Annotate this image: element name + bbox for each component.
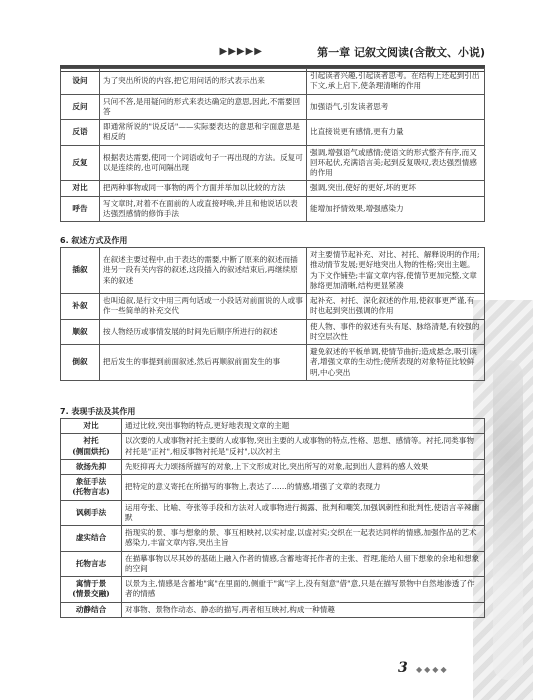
table-row (61, 475, 485, 501)
cell-def: 运用夸张、比喻、夸张等手段和方法对人或事物进行揭露、批判和嘲笑,加强讽刺性和批判性,使语言辛辣幽默 (122, 500, 485, 526)
cell-def: 即通常所说的"说反话"——实际要表达的意思和字面意思是相反的 (100, 120, 307, 146)
table-row (61, 434, 485, 460)
cell-term: 对比 (61, 181, 100, 196)
table-row (61, 345, 485, 381)
table-row (61, 294, 485, 320)
cell-term: 补叙 (61, 294, 100, 320)
cell-effect: 比直接说更有感情,更有力量 (307, 120, 485, 146)
page-number: 3 (398, 660, 408, 676)
table-row (61, 319, 485, 345)
cell-term: 动静结合 (61, 602, 122, 617)
cell-term: 反复 (61, 145, 100, 181)
cell-term: 设问 (61, 69, 100, 95)
table-row (61, 602, 485, 617)
footer-dots: ◆◆◆◆ (416, 665, 449, 674)
table-row (61, 196, 485, 222)
expression-table (60, 418, 485, 618)
cell-term: 象征手法 (托物言志) (61, 475, 122, 501)
cell-term: 寓情于景 (情景交融) (61, 577, 122, 603)
cell-def: 根据表达需要,使同一个词语或句子一再出现的方法。反复可以是连续的,也可间隔出现 (100, 145, 307, 181)
side-ornament (493, 360, 523, 680)
section-heading-narration: 6. 叙述方式及作用 (60, 236, 128, 245)
header-arrows: ▶▶▶▶▶ (219, 46, 263, 57)
narration-table (60, 247, 485, 381)
cell-def: 为了突出所说的内容,把它用问话的形式表示出来 (100, 69, 307, 95)
cell-effect: 加强语气,引发读者思考 (307, 94, 485, 120)
cell-effect: 引起读者兴趣,引起读者思考。在结构上还起到引出下文,承上启下,使条理清晰的作用 (307, 69, 485, 95)
cell-term: 反语 (61, 120, 100, 146)
cell-effect: 能增加抒情效果,增强感染力 (307, 196, 485, 222)
cell-def: 在叙述主要过程中,由于表达的需要,中断了原来的叙述而插进另一段有关内容的叙述,这段插入的叙述结束后,再继续原来的叙述 (100, 248, 307, 294)
cell-effect: 使人物、事件的叙述有头有尾、脉络清楚,有较强的时空层次性 (307, 319, 485, 345)
cell-term: 插叙 (61, 248, 100, 294)
table-row (61, 69, 485, 95)
rhetoric-table (60, 68, 485, 222)
cell-def: 通过比较,突出事物的特点,更好地表现文章的主题 (122, 419, 485, 434)
cell-def: 写文章时,对着不在面前的人或直接呼唤,并且和他说话以表达强烈感情的修饰手法 (100, 196, 307, 222)
cell-term: 反问 (61, 94, 100, 120)
table-row (61, 94, 485, 120)
cell-def: 只问不答,是用疑问的形式来表达确定的意思,因此,不需要回答 (100, 94, 307, 120)
cell-term: 欲扬先抑 (61, 459, 122, 474)
table-row (61, 526, 485, 552)
cell-effect: 强调,增强语气或感情;使语文的形式整齐有序,而又回环起伏,充满语言美;起到反复吸叹,表达强烈情感的作用 (307, 145, 485, 181)
cell-term: 讽刺手法 (61, 500, 122, 526)
cell-term: 呼告 (61, 196, 100, 222)
cell-term: 虚实结合 (61, 526, 122, 552)
cell-def: 对事物、景物作动态、静态的描写,两者相互映衬,构成一种情趣 (122, 602, 485, 617)
cell-effect: 起补充、衬托、深化叙述的作用,使叙事更严谨,有时也起到突出强调的作用 (307, 294, 485, 320)
cell-def: 先贬抑再大力颂扬所描写的对象,上下文形成对比,突出所写的对象,起到出人意料的感人效果 (122, 459, 485, 474)
table-row (61, 145, 485, 181)
table-row (61, 248, 485, 294)
chapter-title: 第一章 记叙文阅读(含散文、小说) (317, 46, 485, 59)
cell-term: 顺叙 (61, 319, 100, 345)
cell-effect: 强调,突出,使好的更好,坏的更坏 (307, 181, 485, 196)
cell-term: 托物言志 (61, 551, 122, 577)
running-header (60, 40, 485, 68)
table-row (61, 419, 485, 434)
cell-def: 指现实的景、事与想象的景、事互相映衬,以实衬虚,以虚衬实;交织在一起表达同样的情感,加强作品的艺术感染力,丰富文章内容,突出主旨 (122, 526, 485, 552)
cell-def: 以次要的人或事物衬托主要的人或事物,突出主要的人或事物的特点,性格、思想、感情等。衬托,同类事物衬托是"正衬",相反事物衬托是"反衬",以次衬主 (122, 434, 485, 460)
table-row (61, 120, 485, 146)
cell-def: 把两种事物或同一事物的两个方面并举加以比较的方法 (100, 181, 307, 196)
cell-def: 以景为主,情感是含蓄地"寓"在里面的,侧重于"寓"字上,没有刻意"借"意,只是在描写景物中自然地渗透了作者的情感 (122, 577, 485, 603)
section-heading-expression: 7. 表现手法及其作用 (60, 407, 136, 416)
table-row (61, 551, 485, 577)
table-row (61, 577, 485, 603)
table-row (61, 181, 485, 196)
cell-term: 倒叙 (61, 345, 100, 381)
cell-term: 对比 (61, 419, 122, 434)
cell-effect: 对主要情节起补充、对比、衬托、解释说明的作用;推动情节发展;更好地突出人物的性格;突出主题。为下文作铺垫;丰富文章内容,使情节更加完整,文章脉络更加清晰,结构更显紧凑 (307, 248, 485, 294)
cell-effect: 避免叙述的平板单调,使情节曲折;造成悬念,吸引读者,增强文章的生动性;使所表现的对象特征比较鲜明,中心突出 (307, 345, 485, 381)
table-row (61, 500, 485, 526)
cell-def: 把特定的意义寄托在所描写的事物上,表达了……的情感,增强了文章的表现力 (122, 475, 485, 501)
cell-def: 按人物经历或事情发展的时间先后顺序所进行的叙述 (100, 319, 307, 345)
cell-def: 也叫追叙,是行文中用三两句话或一小段话对前面说的人或事作一些简单的补充交代 (100, 294, 307, 320)
cell-term: 衬托 (侧面烘托) (61, 434, 122, 460)
table-row (61, 459, 485, 474)
cell-def: 把后发生的事提到前面叙述,然后再顺叙前面发生的事 (100, 345, 307, 381)
cell-def: 在描摹事物以尽其妙的基础上融入作者的情感,含蓄地寄托作者的主张、哲理,能给人留下想象的余地和想象的空间 (122, 551, 485, 577)
